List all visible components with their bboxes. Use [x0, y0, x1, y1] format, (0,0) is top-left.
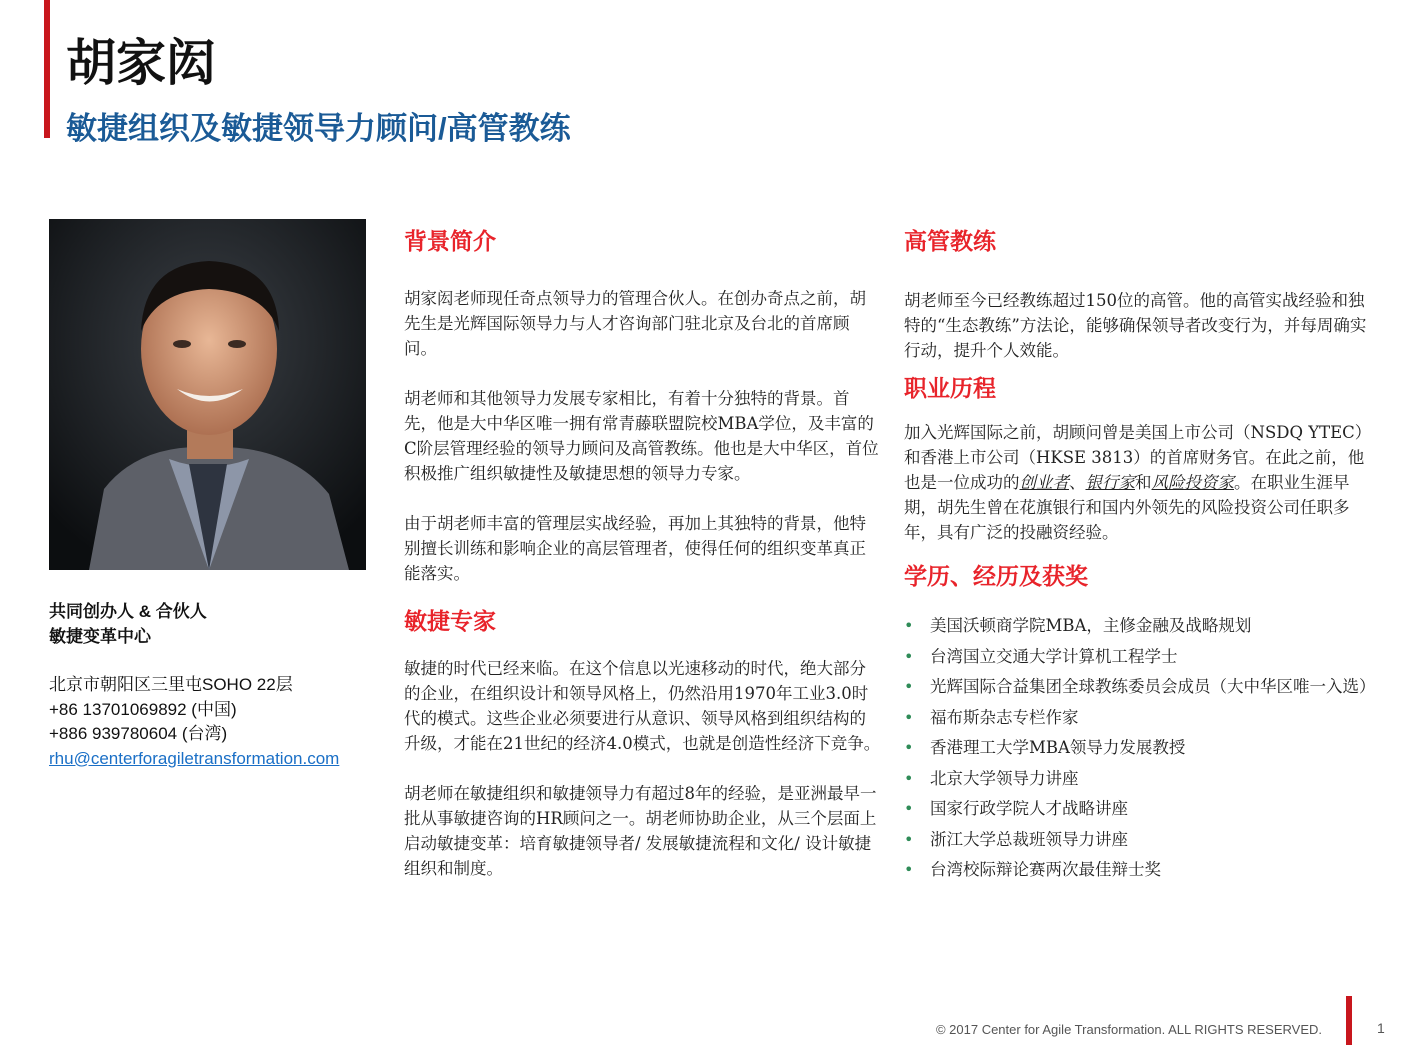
list-item: • 光辉国际合益集团全球教练委员会成员（大中华区唯一入选）: [904, 674, 1372, 699]
page-number: 1: [1377, 1020, 1385, 1036]
person-name: 胡家闳: [66, 35, 216, 91]
contact-phone-cn: +86 13701069892 (中国): [49, 699, 237, 719]
career-link-investor[interactable]: 风险投资家: [1151, 473, 1234, 492]
list-item: • 浙江大学总裁班领导力讲座: [904, 827, 1372, 852]
career-text-2: 。在职业生涯早期，胡先生曾在花旗银行和国内外领先的风险投资公司任职多年，具有广泛的投融资经验。: [904, 473, 1350, 542]
contact-email-link[interactable]: rhu@centerforagiletransformation.com: [49, 748, 340, 768]
contact-role: 共同创办人 & 合伙人: [49, 602, 207, 621]
portrait-illustration: [49, 219, 366, 570]
list-item: • 台湾校际辩论赛两次最佳辩士奖: [904, 857, 1372, 882]
career-separator-2: 和: [1135, 473, 1152, 492]
coach-paragraph: 胡老师至今已经教练超过150位的高管。他的高管实战经验和独特的“生态教练”方法论，能够确保领导者改变行为，并每周确实行动，提升个人效能。: [904, 291, 1367, 360]
contact-block: [49, 600, 369, 771]
contact-organization: 敏捷变革中心: [49, 626, 151, 646]
middle-column: [404, 224, 882, 881]
right-column: [904, 224, 1376, 888]
list-item: • 国家行政学院人才战略讲座: [904, 796, 1372, 821]
section-title-career: 职业历程: [904, 376, 996, 402]
list-item: • 美国沃顿商学院MBA，主修金融及战略规划: [904, 613, 1372, 638]
agile-paragraph-1: 敏捷的时代已经来临。在这个信息以光速移动的时代，绝大部分的企业，在组织设计和领导风格上，仍然沿用1970年工业3.0时代的模式。这些企业必须要进行从意识、领导风格到组织结构的升级，才能在21世纪的经济4.0模式，也就是创造性经济下竞争。: [404, 659, 881, 753]
agile-paragraph-2: 胡老师在敏捷组织和敏捷领导力有超过8年的经验，是亚洲最早一批从事敏捷咨询的HR顾问之一。胡老师协助企业，从三个层面上启动敏捷变革：培育敏捷领导者/ 发展敏捷流程和文化/ 设计敏捷组织和制度。: [404, 784, 877, 878]
person-title: 敏捷组织及敏捷领导力顾问/高管教练: [66, 111, 571, 146]
career-paragraph: [904, 420, 1372, 545]
career-text-1: 加入光辉国际之前，胡顾问曾是美国上市公司（NSDQ YTEC）和香港上市公司（HKSE 3813）的首席财务官。在此之前，他也是一位成功的: [904, 423, 1372, 492]
section-title-education: 学历、经历及获奖: [904, 564, 1088, 590]
background-paragraph-1: 胡家闳老师现任奇点领导力的管理合伙人。在创办奇点之前，胡先生是光辉国际领导力与人才咨询部门驻北京及台北的首席顾问。: [404, 289, 866, 358]
section-title-agile: 敏捷专家: [404, 609, 496, 635]
portrait-photo: [49, 219, 366, 570]
career-link-entrepreneur[interactable]: 创业者: [1019, 473, 1069, 492]
section-title-background: 背景简介: [404, 229, 496, 255]
background-paragraph-3: 由于胡老师丰富的管理层实战经验，再加上其独特的背景，他特别擅长训练和影响企业的高层管理者，使得任何的组织变革真正能落实。: [404, 514, 866, 583]
list-item: • 福布斯杂志专栏作家: [904, 705, 1372, 730]
contact-phone-tw: +886 939780604 (台湾): [49, 724, 228, 743]
header-accent-bar: [44, 0, 50, 138]
footer-copyright: © 2017 Center for Agile Transformation. ALL RIGHTS RESERVED.: [935, 1022, 1322, 1037]
list-item: • 北京大学领导力讲座: [904, 766, 1372, 791]
career-separator-1: 、: [1069, 473, 1086, 492]
career-link-banker[interactable]: 银行家: [1085, 473, 1135, 492]
contact-address: 北京市朝阳区三里屯SOHO 22层: [49, 675, 293, 694]
list-item: • 香港理工大学MBA领导力发展教授: [904, 735, 1372, 760]
footer-accent-bar: [1346, 996, 1352, 1045]
list-item: • 台湾国立交通大学计算机工程学士: [904, 644, 1372, 669]
background-paragraph-2: 胡老师和其他领导力发展专家相比，有着十分独特的背景。首先，他是大中华区唯一拥有常青藤联盟院校MBA学位，及丰富的C阶层管理经验的领导力顾问及高管教练。他也是大中华区，首位积极推广组织敏捷性及敏捷思想的领导力专家。: [404, 389, 879, 483]
education-list: [904, 613, 1376, 882]
section-title-coach: 高管教练: [904, 229, 996, 255]
